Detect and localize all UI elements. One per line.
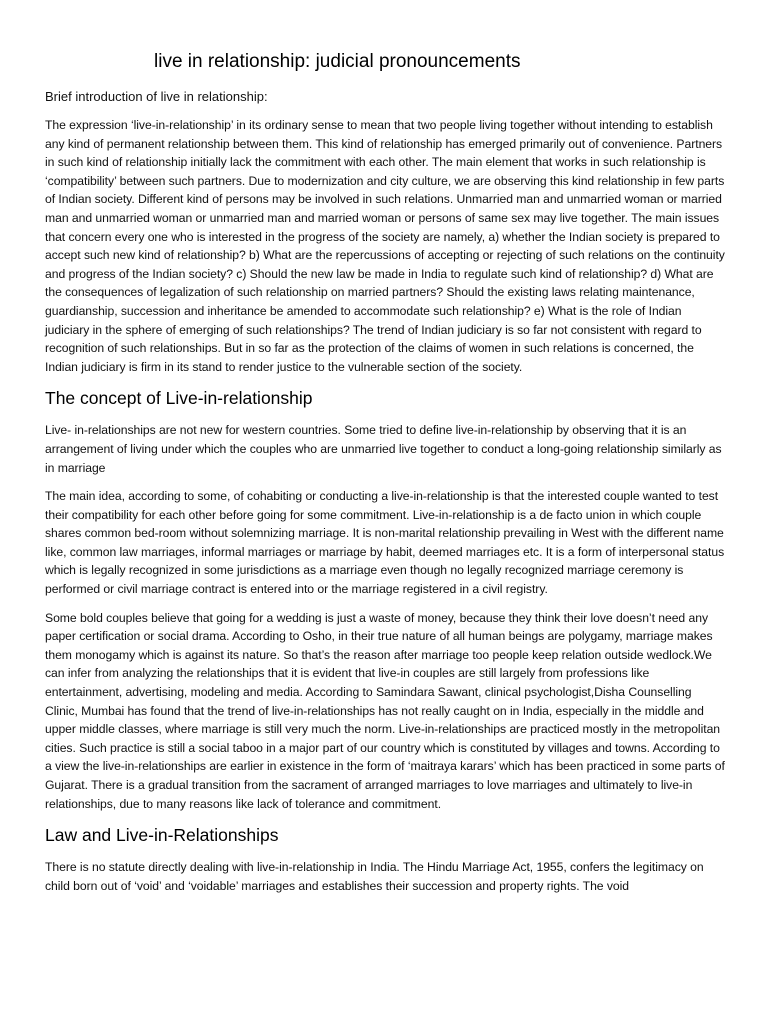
section-law	[45, 824, 725, 895]
intro-label: Brief introduction of live in relationship:	[45, 89, 268, 104]
section-concept	[45, 387, 725, 813]
concept-paragraph-1: Live- in-relationships are not new for western countries. Some tried to define live-in-relationship by observing that it is an arrangement of living under which the couples who are unmarried live together to conduct a long-going relationship similarly as in marriage	[45, 423, 722, 475]
intro-paragraph: The expression ‘live-in-relationship’ in its ordinary sense to mean that two people living together without intending to establish any kind of permanent relationship between them. This kind of relationship has emerged primarily out of convenience. Partners in such kind of relationship initially lack the commitment with each other. The main element that works in such relationship is ‘compatibility’ between such partners. Due to modernization and city culture, we are observing this kind relationship in few parts of Indian society. Different kind of persons may be involved in such relations. Unmarried man and unmarried woman or married man and unmarried woman or unmarried man and married woman or persons of same sex may live together. The main issues that concern every one who is interested in the progress of the society are namely, a) whether the Indian society is prepared to accept such new kind of relationship? b) What are the repercussions of accepting or rejecting of such relations on the continuity and progress of the Indian society? c) Should the new law be made in India to regulate such kind of relationship? d) What are the consequences of legalization of such relationship on married partners? Should the existing laws relating maintenance, guardianship, succession and inheritance be amended to accommodate such relationship? e) What is the role of Indian judiciary in the sphere of emerging of such relationships? The trend of Indian judiciary is so far not consistent with regard to recognition of such relationships. But in so far as the protection of the claims of women in such relations is concerned, the Indian judiciary is firm in its stand to render justice to the vulnerable section of the society.	[45, 118, 725, 374]
concept-paragraph-3: Some bold couples believe that going for a wedding is just a waste of money, because they think their love doesn’t need any paper certification or social drama. According to Osho, in their true nature of all human beings are polygamy, marriage makes them monogamy which is against its nature. So that’s the reason after marriage too people keep relation outside wedlock.We can infer from analyzing the relationships that it is evident that live-in couples are still largely from professions like entertainment, advertising, modeling and media. According to Samindara Sawant, clinical psychologist,Disha Counselling Clinic, Mumbai has found that the trend of live-in-relationships has not really caught on in India, especially in the middle and upper middle classes, where marriage is still very much the norm. Live-in-relationships are practiced mostly in the metropolitan cities. Such practice is still a social taboo in a major part of our country which is constituted by villages and towns. According to a view the live-in-relationships are earlier in existence in the form of ‘maitraya karars’ which has been practiced in some parts of Gujarat. There is a gradual transition from the sacrament of arranged marriages to love marriages and ultimately to live-in relationships, due to many reasons like lack of tolerance and commitment.	[45, 610, 725, 811]
concept-paragraph-2: The main idea, according to some, of cohabiting or conducting a live-in-relationship is that the interested couple wanted to test their compatibility for each other before going for some commitment. Live-in-relationship is a de facto union in which couple shares common bed-room without solemnizing marriage. It is non-marital relationship prevailing in West with the different name like, common law marriages, informal marriages or marriage by habit, deemed marriages etc. It is a form of interpersonal status which is legally recognized in some jurisdictions as a marriage even though no legally recognized marriage ceremony is performed or civil marriage contract is entered into or the marriage registered in a civil registry.	[45, 489, 725, 597]
document-title: live in relationship: judicial pronouncements	[154, 51, 521, 72]
law-paragraph-1: There is no statute directly dealing with live-in-relationship in India. The Hindu Marriage Act, 1955, confers the legitimacy on child born out of ‘void’ and ‘voidable’ marriages and establishes their succession and property rights. The void	[45, 860, 704, 893]
section-heading-law: Law and Live-in-Relationships	[45, 825, 279, 846]
document-page	[45, 0, 725, 895]
section-heading-concept: The concept of Live-in-relationship	[45, 388, 313, 409]
